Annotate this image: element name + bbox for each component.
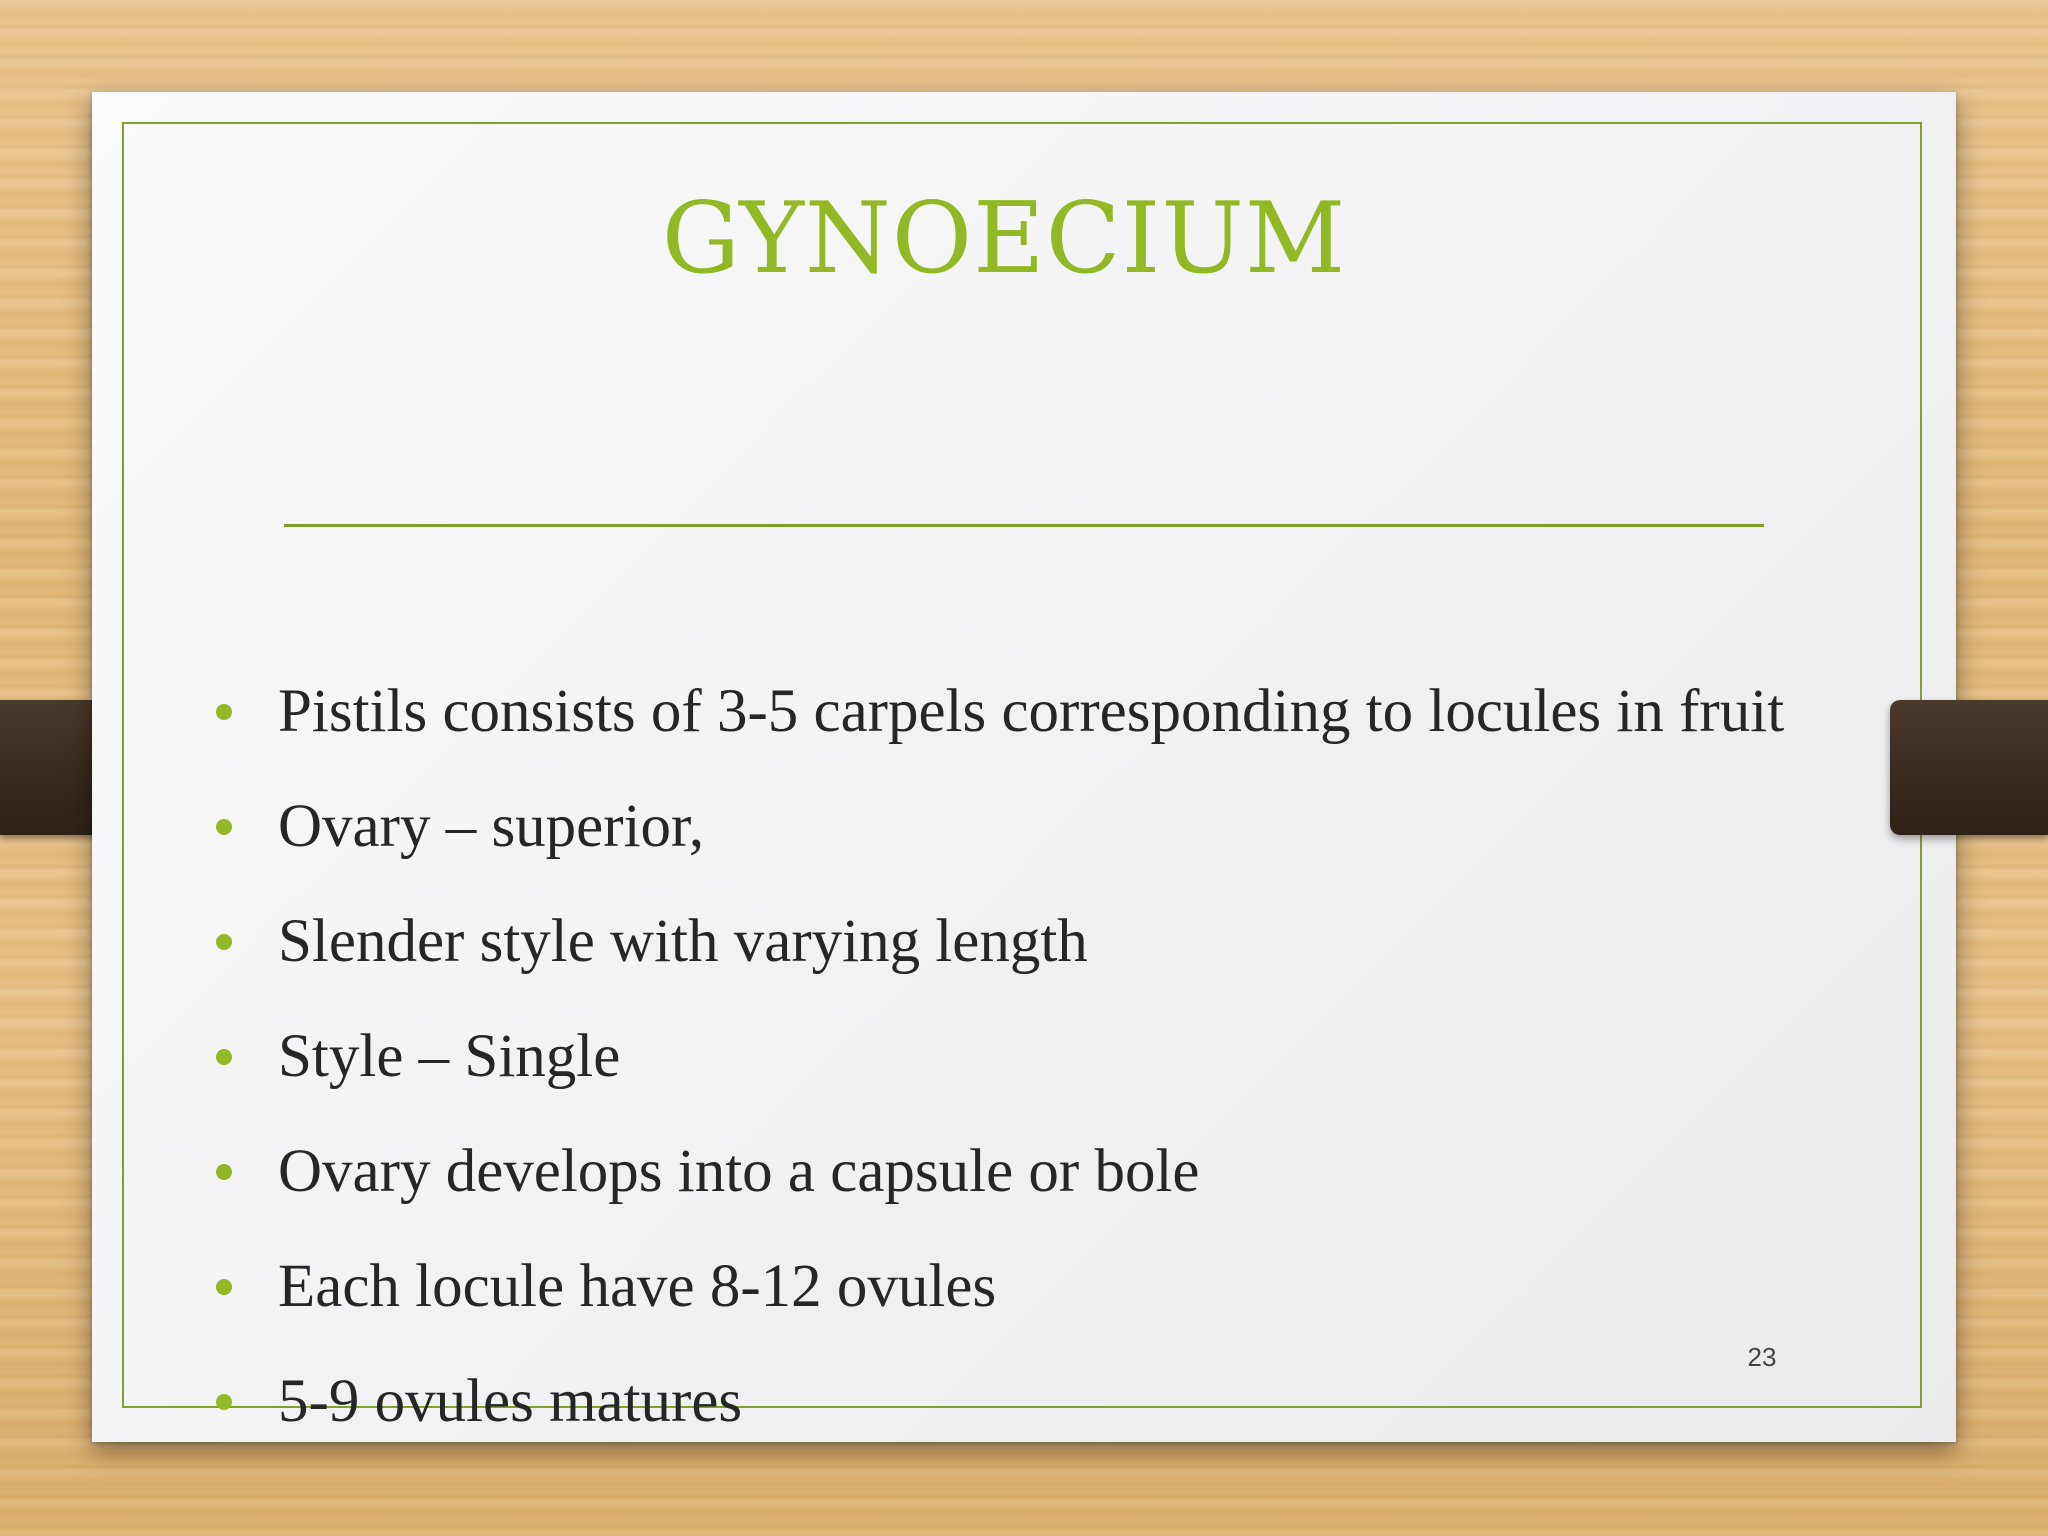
bullet-text: Style – Single bbox=[278, 1023, 621, 1090]
bullet-text: Ovary – superior, bbox=[278, 793, 705, 860]
bullet-text: Ovary develops into a capsule or bole bbox=[278, 1138, 1200, 1205]
bullet-dot-icon bbox=[216, 1394, 232, 1410]
title-divider bbox=[284, 524, 1764, 527]
bullet-dot-icon bbox=[216, 934, 232, 950]
bullet-dot-icon bbox=[216, 819, 232, 835]
slide-border-frame bbox=[122, 122, 1922, 1408]
bullet-item bbox=[92, 1017, 620, 1097]
slide-title-text: GYNOECIUM bbox=[661, 182, 1347, 296]
slide-title bbox=[92, 182, 1956, 296]
bullet-dot-icon bbox=[216, 1279, 232, 1295]
bullet-text: Pistils consists of 3-5 carpels corresponding to locules in fruit bbox=[278, 678, 1785, 745]
bullet-text: 5-9 ovules matures bbox=[278, 1368, 743, 1435]
bullet-item bbox=[92, 1247, 996, 1327]
bullet-text: Slender style with varying length bbox=[278, 908, 1088, 975]
page-number: 23 bbox=[1747, 1342, 1777, 1372]
bullet-dot-icon bbox=[216, 704, 232, 720]
bullet-item bbox=[92, 902, 1088, 982]
bullet-dot-icon bbox=[216, 1164, 232, 1180]
bullet-item bbox=[92, 787, 704, 867]
bullet-item bbox=[92, 1132, 1200, 1212]
bullet-dot-icon bbox=[216, 1049, 232, 1065]
bullet-item bbox=[92, 672, 1784, 752]
right-binder-strap bbox=[1890, 700, 2048, 835]
bullet-item bbox=[92, 1362, 742, 1442]
bullet-text: Each locule have 8-12 ovules bbox=[278, 1253, 997, 1320]
slide bbox=[92, 92, 1956, 1442]
